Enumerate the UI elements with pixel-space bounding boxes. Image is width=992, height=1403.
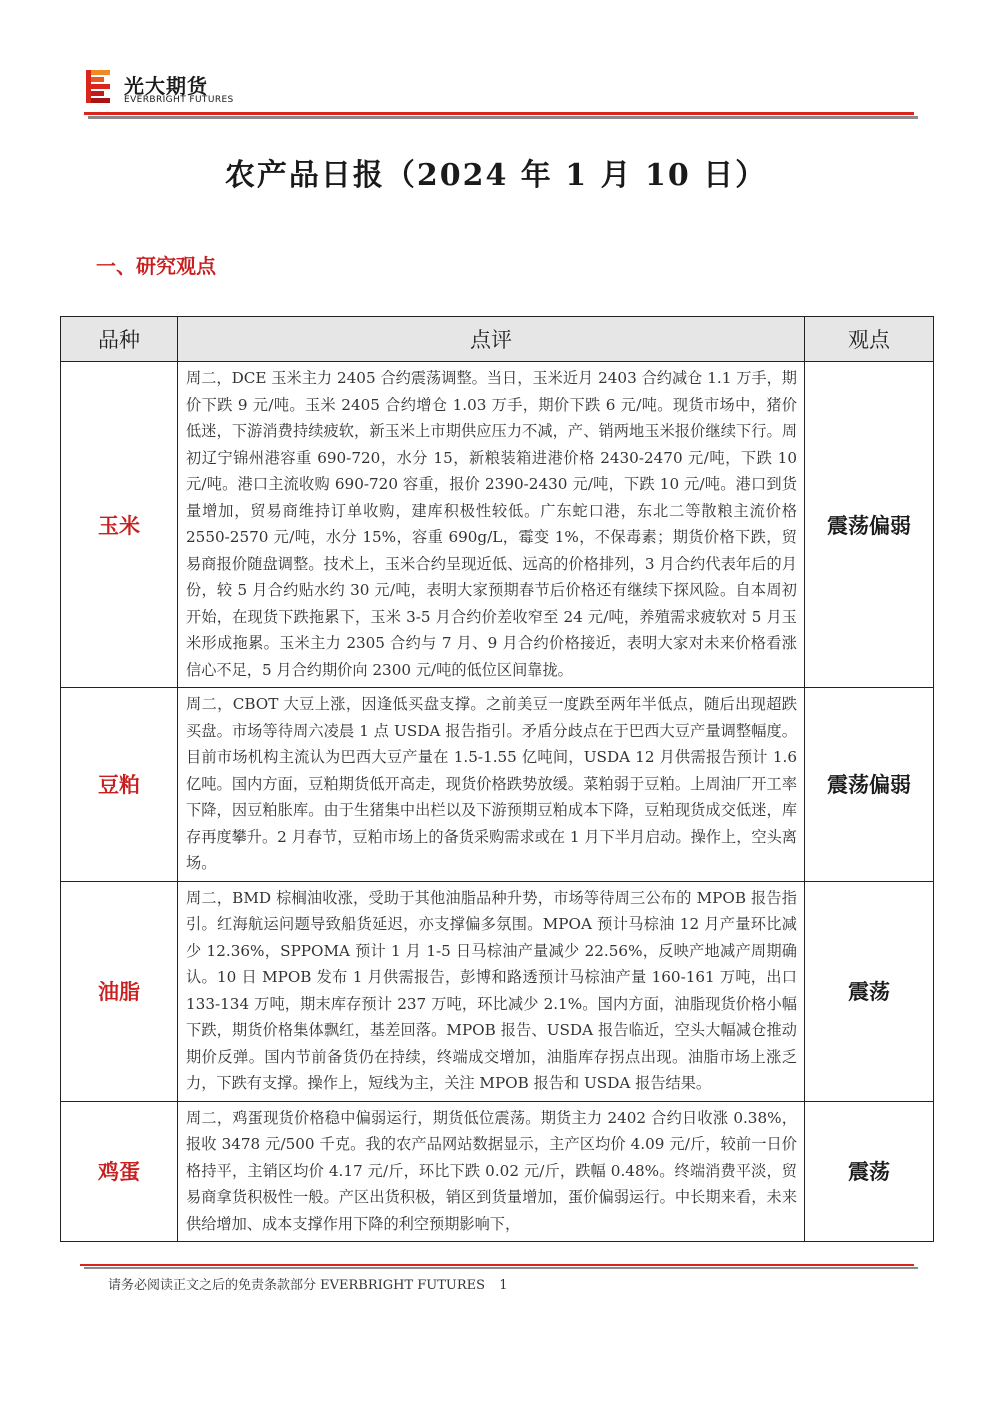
view-cell: 震荡偏弱 [805,688,934,882]
variety-cell: 鸡蛋 [61,1101,178,1242]
view-cell: 震荡 [805,881,934,1101]
commentary-table [60,316,934,1242]
variety-cell: 豆粕 [61,688,178,882]
table-header-row [61,317,934,362]
footer-divider-shadow [84,1267,918,1269]
logo [84,68,244,108]
logo-chinese-text: 光大期货 [124,74,208,98]
header-divider [84,112,914,115]
header-divider-shadow [88,116,918,119]
view-cell: 震荡 [805,1101,934,1242]
header-view: 观点 [805,317,934,362]
everbright-logo-icon [84,68,112,104]
footer-divider [80,1264,914,1266]
table-row [61,1101,934,1242]
view-cell: 震荡偏弱 [805,362,934,688]
footer-disclaimer: 请务必阅读正文之后的免责条款部分 EVERBRIGHT FUTURES [108,1278,486,1293]
table-row [61,688,934,882]
comment-cell: 周二，鸡蛋现货价格稳中偏弱运行，期货低位震荡。期货主力 2402 合约日收涨 0.38%，报收 3478 元/500 千克。我的农产品网站数据显示，主产区均价 4.09 元/斤，较前一日价格持平，主销区均价 4.17 元/斤，环比下跌 0.02 元/斤，跌幅 0.48%。终端消费平淡，贸易商拿货积极性一般。产区出货积极，销区到货量增加，蛋价偏弱运行。中长期来看，未来供给增加、成本支撑作用下降的利空预期影响下， [178,1101,805,1242]
footer [108,1274,508,1293]
logo-english-text: EVERBRIGHT FUTURES [124,95,234,105]
header-comment: 点评 [178,317,805,362]
comment-cell: 周二，BMD 棕榈油收涨，受助于其他油脂品种升势，市场等待周三公布的 MPOB 报告指引。红海航运问题导致船货延迟，亦支撑偏多氛围。MPOA 预计马棕油 12 月产量环比减少 12.36%，SPPOMA 预计 1 月 1-5 日马棕油产量减少 22.56%，反映产地减产周期确认。10 日 MPOB 发布 1 月供需报告，彭博和路透预计马棕油产量 160-161 万吨，出口 133-134 万吨，期末库存预计 237 万吨，环比减少 2.1%。国内方面，油脂现货价格小幅下跌，期货价格集体飘红，基差回落。MPOB 报告、USDA 报告临近，空头大幅减仓推动期价反弹。国内节前备货仍在持续，终端成交增加，油脂库存拐点出现。油脂市场上涨乏力，下跌有支撑。操作上，短线为主，关注 MPOB 报告和 USDA 报告结果。 [178,881,805,1101]
table-row [61,362,934,688]
variety-cell: 油脂 [61,881,178,1101]
comment-cell: 周二，CBOT 大豆上涨，因逢低买盘支撑。之前美豆一度跌至两年半低点，随后出现超跌买盘。市场等待周六凌晨 1 点 USDA 报告指引。矛盾分歧点在于巴西大豆产量调整幅度。目前市场机构主流认为巴西大豆产量在 1.5-1.55 亿吨间，USDA 12 月供需报告预计 1.6 亿吨。国内方面，豆粕期货低开高走，现货价格跌势放缓。菜粕弱于豆粕。上周油厂开工率下降，因豆粕胀库。由于生猪集中出栏以及下游预期豆粕成本下降，豆粕现货成交低迷，库存再度攀升。2 月春节，豆粕市场上的备货采购需求或在 1 月下半月启动。操作上，空头离场。 [178,688,805,882]
table-row [61,881,934,1101]
variety-cell: 玉米 [61,362,178,688]
comment-cell: 周二，DCE 玉米主力 2405 合约震荡调整。当日，玉米近月 2403 合约减仓 1.1 万手，期价下跌 9 元/吨。玉米 2405 合约增仓 1.03 万手，期价下跌 6 元/吨。现货市场中，猪价低迷，下游消费持续疲软，新玉米上市期供应压力不减，产、销两地玉米报价继续下行。周初辽宁锦州港容重 690-720，水分 15，新粮装箱进港价格 2430-2470 元/吨，下跌 10 元/吨。港口主流收购 690-720 容重，报价 2390-2430 元/吨，下跌 10 元/吨。港口到货量增加，贸易商维持订单收购，建库积极性较低。广东蛇口港，东北二等散粮主流价格 2550-2570 元/吨，水分 15%，容重 690g/L，霉变 1%，不保毒素；期货价格下跌，贸易商报价随盘调整。技术上，玉米合约呈现近低、远高的价格排列，3 月合约代表年后的月份，较 5 月合约贴水约 30 元/吨，表明大家预期春节后价格还有继续下探风险。自本周初开始，在现货下跌拖累下，玉米 3-5 月合约价差收窄至 24 元/吨，养殖需求疲软对 5 月玉米形成拖累。玉米主力 2305 合约与 7 月、9 月合约价格接近，表明大家对未来价格看涨信心不足，5 月合约期价向 2300 元/吨的低位区间靠拢。 [178,362,805,688]
header-variety: 品种 [61,317,178,362]
page-title: 农产品日报（2024 年 1 月 10 日） [224,158,768,193]
section-title: 一、研究观点 [96,254,216,278]
page-number: 1 [499,1278,508,1293]
